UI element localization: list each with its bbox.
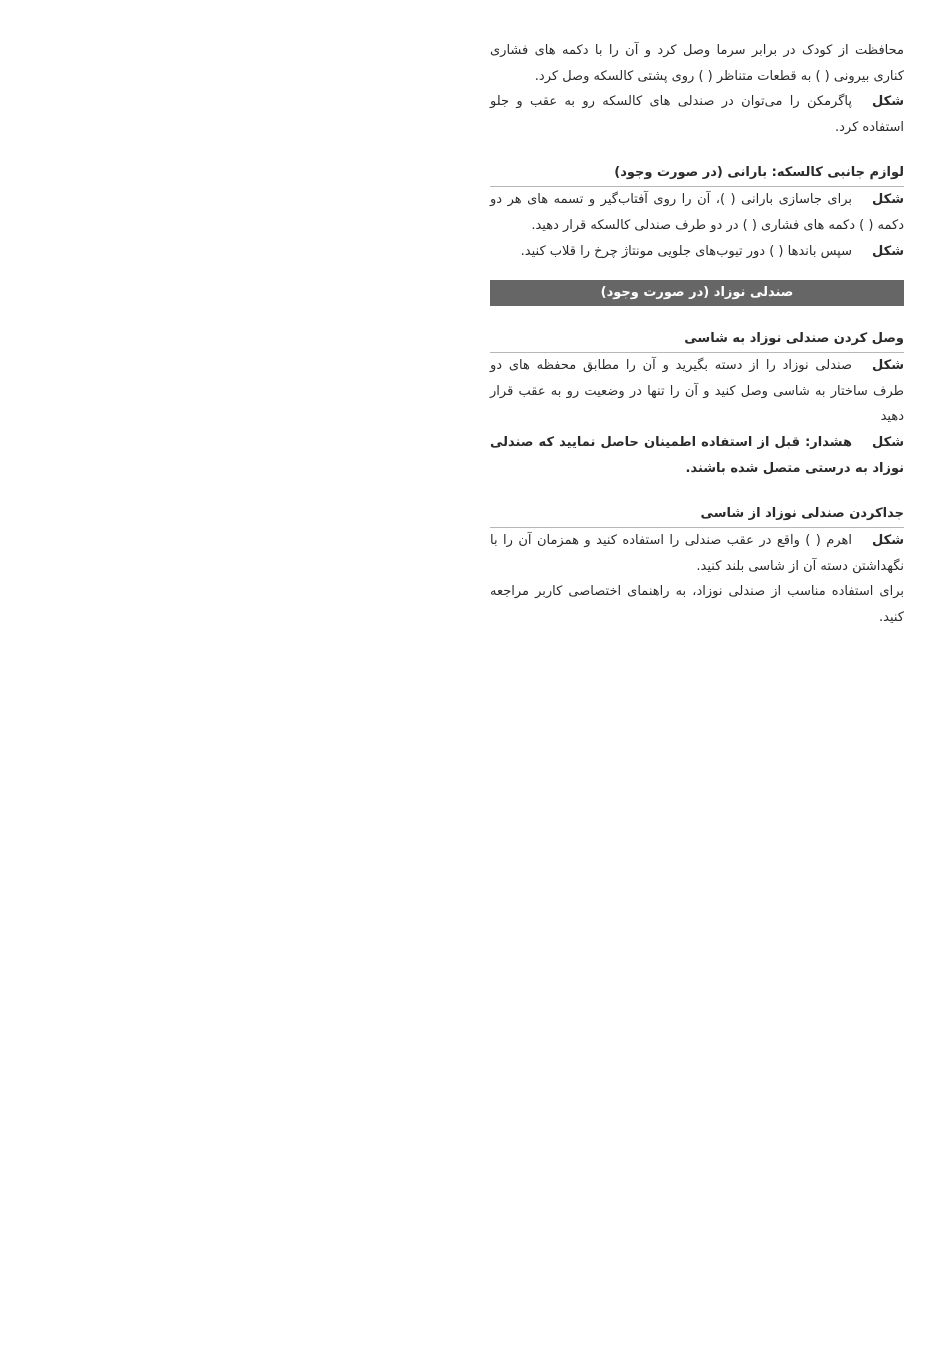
intro-paragraph: محافظت از کودک در برابر سرما وصل کرد و آن را با دکمه های فشاری کناری بیرونی ( ) به قطعات متناظر ( ) روی پشتی کالسکه وصل کرد. — [490, 43, 904, 84]
step-attach-seat — [490, 353, 904, 430]
infant-seat-banner: صندلی نوزاد (در صورت وجود) — [490, 280, 904, 306]
detach-seat-heading: جداکردن صندلی نوزاد از شاسی — [490, 502, 904, 528]
step-detach-seat — [490, 528, 904, 579]
warning-text: هشدار: قبل از استفاده اطمینان حاصل نمایید که صندلی نوزاد به درستی متصل شده باشند. — [490, 434, 904, 476]
step-label: شکل — [872, 192, 904, 208]
step-text: سپس باندها ( ) دور تیوب‌های جلویی مونتاژ چرخ را قلاب کنید. — [520, 243, 852, 259]
step-label: شکل — [872, 533, 904, 549]
text-column — [490, 38, 904, 631]
step-label: شکل — [872, 94, 904, 110]
rain-cover-heading: لوازم جانبی کالسکه: بارانی (در صورت وجود) — [490, 161, 904, 187]
warning-paragraph — [490, 430, 904, 481]
step-text: صندلی نوزاد را از دسته بگیرید و آن را مطابق محفظه های دو طرف ساختار به شاسی وصل کنید و آن را تنها در وضعیت رو به عقب قرار دهید — [490, 358, 904, 425]
step-text: برای جاسازی بارانی ( )، آن را روی آفتاب‌گیر و تسمه های هر دو دکمه ( ) دکمه های فشاری ( ) در دو طرف صندلی کالسکه قرار دهید. — [490, 192, 904, 233]
step-leg-warmer — [490, 89, 904, 140]
manual-note: برای استفاده مناسب از صندلی نوزاد، به راهنمای اختصاصی کاربر مراجعه کنید. — [490, 584, 904, 625]
step-label: شکل — [872, 358, 904, 374]
step-text: پاگرمکن را می‌توان در صندلی های کالسکه رو به عقب و جلو استفاده کرد. — [490, 94, 904, 135]
step-rain-cover-bands — [490, 239, 904, 265]
step-label: شکل — [872, 434, 904, 450]
step-label: شکل — [872, 243, 904, 259]
attach-seat-heading: وصل کردن صندلی نوزاد به شاسی — [490, 327, 904, 353]
step-text: اهرم ( ) واقع در عقب صندلی را استفاده کنید و همزمان آن را با نگهداشتن دسته آن از شاسی بلند کنید. — [490, 533, 904, 574]
step-rain-cover-attach — [490, 187, 904, 238]
